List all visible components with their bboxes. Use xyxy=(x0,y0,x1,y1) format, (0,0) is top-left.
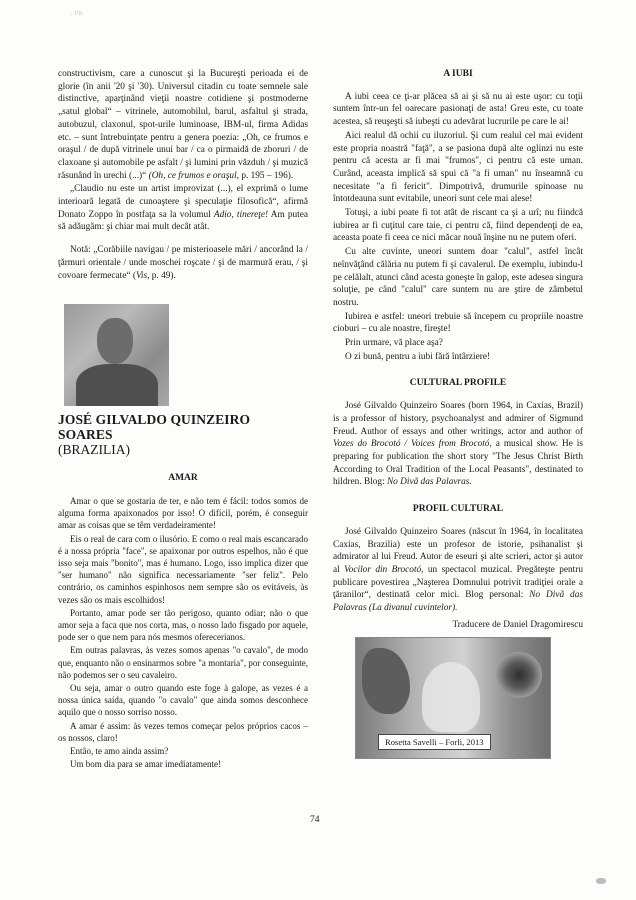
poem-paragraph: Em outras palavras, às vezes somos apenas "o cavalo", de modo que, enquanto não o ensinarmos sobre "a montaria", por conseguinte, não podemos ser o seu cavaleiro. xyxy=(58,645,308,680)
blog-name: No Divã das Palavras (La divanul cuvintelor). xyxy=(333,590,583,614)
poem-paragraph: Aici realul dă ochii cu iluzoriul. Şi cum realul cel mai evident este propria noastră "faţă", a se pasiona după alte oglinzi nu este pentru că acesta ar fi mai "frumos", ci pentru că este uman. Curând, aceasta implică să spui că "a fi uman" nu înseamnă cu necesitate "a fi fericit". Dimpotrivă, drumurile spinoase nu întotdeauna sunt evitabile, uneori sunt cele mai alese! xyxy=(333,130,583,205)
citation: Adio, tinereţe! xyxy=(213,209,269,220)
poem-paragraph: Totuşi, a iubi poate fi tot atât de riscant ca şi a urî; nu fiindcă iubirea ar fi cuţitul care taie, ci pentru că, fiind dependenţi de ea, aceasta poate fi ceea ce nici măcar nouă înşine nu ne putem oferi. xyxy=(333,208,583,244)
scan-artifact xyxy=(596,878,606,884)
poem-paragraph: Iubirea e astfel: uneori trebuie să începem cu propriile noastre cioburi – cu ale noastre, fireşte! xyxy=(333,311,583,335)
profile-english xyxy=(333,400,583,489)
poem-paragraph: Ou seja, amar o outro quando este foge à galope, as vezes é a nossa única saída, quando "o cavalo" que ainda somos desconhece aquilo que o nosso sorriso nosso. xyxy=(58,683,308,718)
section-title-profil-cultural: PROFIL CULTURAL xyxy=(412,504,504,515)
scan-artifact: ᵤ ᴘʙᵢ xyxy=(70,8,84,17)
poem-paragraph: Um bom dia para se amar imediatamente! xyxy=(70,759,221,770)
portrait-shoulders xyxy=(76,364,158,406)
profile-text: a musical show. He is preparing for publication the short story "The Jesus Christ Birth According to Oral Tradition of the Local Peasants", destinated to hildren. Blog: xyxy=(333,439,583,488)
poem-paragraph: Cu alte cuvinte, uneori suntem doar "calul", astfel încât neînvăţând călăria nu putem fi şi cavalerul. De exemplu, iubindu-l pe celălalt, atunci când acesta goneşte în galop, este adesea singura soluţie, pe când "calul" care suntem nu are ştire de zâmbetul nostru. xyxy=(333,247,583,308)
left-column xyxy=(58,68,308,771)
artwork-caption: Rosetta Savelli – Forlì, 2013 xyxy=(378,734,491,751)
artwork-image xyxy=(355,637,551,759)
portrait-head xyxy=(97,318,133,364)
citation: Vocilor din Brocotó, xyxy=(344,564,424,575)
note-text: p. 49). xyxy=(149,270,176,281)
paragraph xyxy=(58,68,308,182)
note xyxy=(58,244,308,282)
poem-portuguese xyxy=(58,495,308,770)
paragraph-text: p. 195 – 196). xyxy=(239,170,294,181)
citation: (Oh, ce frumos e oraşul, xyxy=(148,170,239,181)
artwork-eye xyxy=(496,652,542,698)
poem-paragraph: O zi bună, pentru a iubi fără întârziere! xyxy=(345,351,491,362)
poem-paragraph: A iubi ceea ce ţi-ar plăcea să ai şi să nu ai este uşor: cu toţii suntem într-un fel oarecare pasionaţi de asta! Greu este, cu toate acestea, să reuşeşti să iubeşti cu adevărat lucrurile pe care le ai! xyxy=(333,91,583,128)
author-country: (BRAZILIA) xyxy=(58,442,130,458)
citation: Vozes do Brocotó / Voices from Brocotó, xyxy=(333,439,492,450)
poem-paragraph: Portanto, amar pode ser tão perigoso, quanto odiar; não o que amor seja a faca que nos corta, mas, o nosso lado fisgado por aquele, pode ser o que nem para nós mesmos oferecerianos. xyxy=(58,607,308,643)
section-title-amar: AMAR xyxy=(168,473,198,484)
poem-paragraph: A amar é assim: às vezes temos começar pelos próprios cacos – os nossos, claro! xyxy=(58,720,308,743)
paragraph-text: „Claudio nu este un artist improvizat (...), el exprimă o lume interioară legată de cunoaştere şi speculaţie filosofică“, afirmă Donato Zoppo în postfaţa sa la volumul xyxy=(58,184,308,220)
profile-text: un spectacol muzical. Pregăteşte pentru publicare povestirea „Naşterea Domnului potrivit tradiţiei orale a ţăranilor“, destinată celor mici. Blog personal: xyxy=(333,564,583,601)
section-title-cultural-profile: CULTURAL PROFILE xyxy=(409,378,507,389)
note-text: Notă: „Corăbiile navigau / pe misterioasele mări / ancorând la / ţărmuri orientale / unde moschei roşcate / şi de marmură erau, / şi covoare fermecate“ ( xyxy=(58,245,308,281)
profile-romanian xyxy=(333,526,583,615)
citation: Vis, xyxy=(135,270,150,281)
blog-name: No Divã das Palavras. xyxy=(386,477,472,488)
artwork-figure xyxy=(422,662,480,732)
translator-credit: Traducere de Daniel Dragomirescu xyxy=(452,619,583,630)
poem-paragraph: Eis o real de cara com o ilusório. E como o real mais escancarado é a nossa própria "face", se apaixonar por outros espelhos, não é que isso seja mais "bonito", mas é humano. Logo, isso implica dizer que "ser humano" não significa necessariamente "ser feliz". Pelo contrário, os caminhos espinhosos nem sempre são os evitáveis, às vezes são os mais escolhidos! xyxy=(58,533,308,605)
paragraph-text: constructivism, care a cunoscut şi la Bucureşti perioada ei de glorie (în anii '20 şi '30). Universul citadin cu toate semnele sale distinctive, aparţinând vieţii noastre cotidiene şi postmoderne „satul global“ – vitrinele, automobilul, barul, asfaltul şi strada, autobuzul, claxonul, spot-urile luminoase, IBM-ul, firma Adidas etc. – sunt întrebuinţate pentru a genera poezia: „Oh, ce frumos e oraşul / de după vitrinele unui bar / ca o pirmaidă de zboruri / de claxoane şi automobile pe asfalt / şi lumini prin văzduh / şi muzică răsunând în urechi (...)“ xyxy=(58,69,308,181)
profile-text: José Gilvaldo Quinzeiro Soares (born 1964, in Caxias, Brazil) is a professor of history, psychoanalyst and admirer of Sigmund Freud. Author of essays and other writings, actor and author of xyxy=(333,401,583,437)
author-photo xyxy=(64,304,169,406)
page-number: 74 xyxy=(310,815,320,825)
artwork-detail xyxy=(362,648,410,714)
poem-paragraph: Então, te amo ainda assim? xyxy=(70,746,169,757)
poem-paragraph: Amar o que se gostaria de ter, e não tem é fácil: todos somos de alguma forma apaixonados por isso! O difícil, porém, é conseguir amar as coisas que se têm verdadeiramente! xyxy=(58,495,308,531)
paragraph xyxy=(58,183,308,234)
right-column xyxy=(333,68,583,759)
paragraph-text: Am putea să adăugăm: şi chiar mai mult decât atât. xyxy=(58,209,308,233)
section-title-a-iubi: A IUBI xyxy=(443,69,473,79)
poem-paragraph: Prin urmare, vă place aşa? xyxy=(345,338,443,349)
author-name: JOSÉ GILVALDO QUINZEIRO SOARES xyxy=(58,412,251,443)
profile-text: José Gilvaldo Quinzeiro Soares (născut în 1964, în localitatea Caxias, Brazilia) este un profesor de istorie, psihanalist şi admirator al lui Freud. Autor de eseuri şi alte scrieri, actor şi autor al xyxy=(333,526,583,575)
